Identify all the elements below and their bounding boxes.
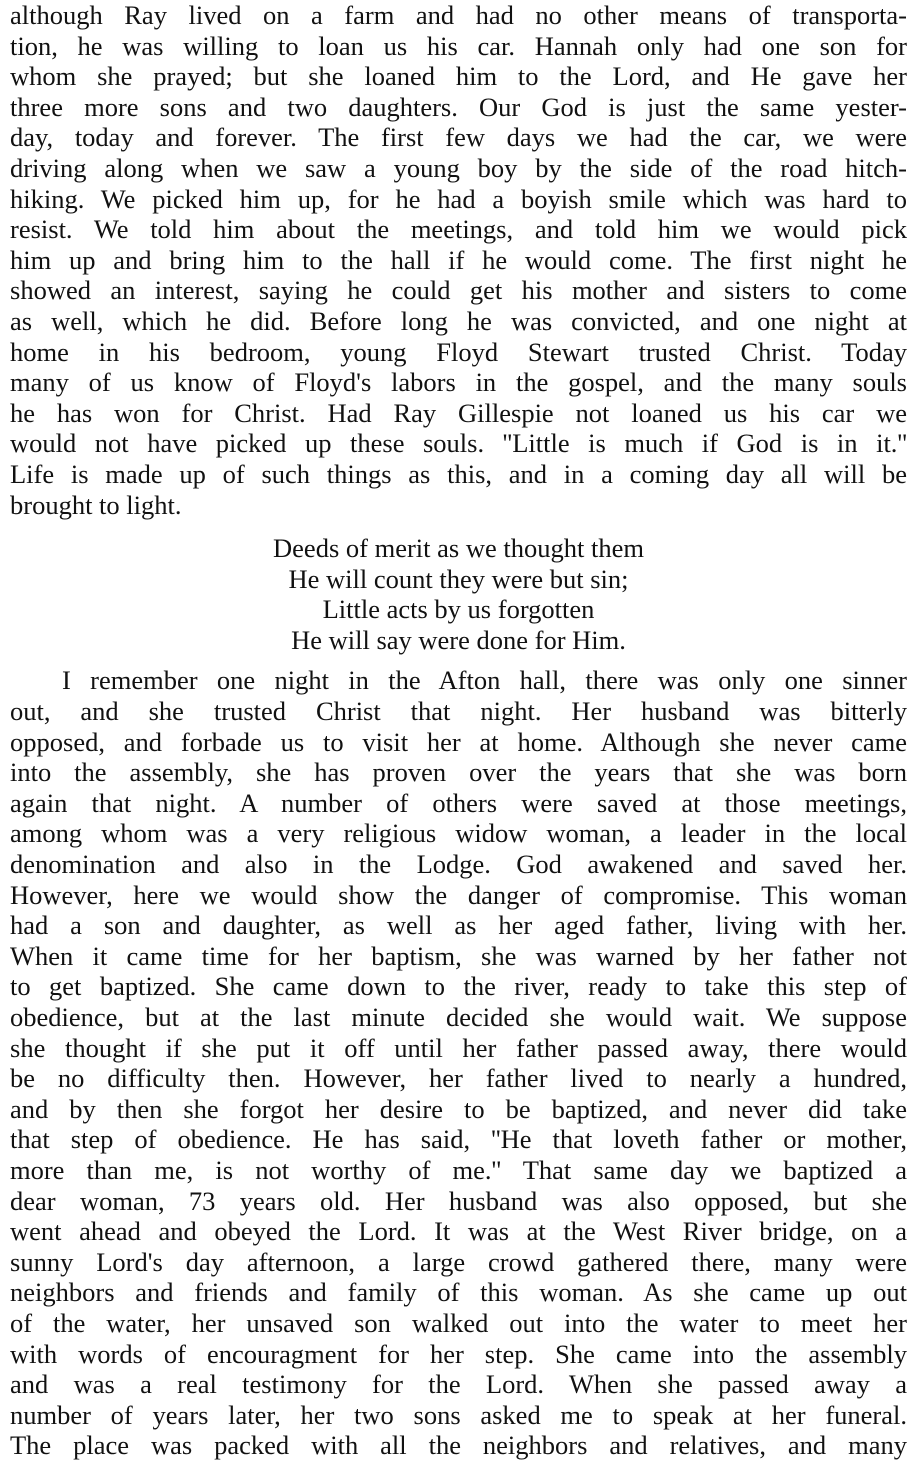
text-line: obedience, but at the last minute decided she would wait. We suppose: [10, 1002, 907, 1032]
text-line: hiking. We picked him up, for he had a boyish smile which was hard to: [10, 183, 907, 214]
text-line: again that night. A number of others were saved at those meetings,: [10, 787, 907, 818]
text-line: The place was packed with all the neighbors and relatives, and many: [10, 1430, 907, 1461]
poem-stanza: [10, 533, 907, 655]
text-line: that step of obedience. He has said, ''He that loveth father or mother,: [10, 1124, 907, 1155]
text-line: brought to light.: [10, 489, 182, 520]
text-line: When it came time for her baptism, she was warned by her father not: [10, 940, 907, 971]
text-line: had a son and daughter, as well as her aged father, living with her.: [10, 910, 907, 941]
text-line: Life is made up of such things as this, and in a coming day all will be: [10, 458, 907, 489]
poem-line: He will count they were but sin;: [288, 563, 629, 594]
text-line: out, and she trusted Christ that night. Her husband was bitterly: [10, 696, 907, 727]
text-line: opposed, and forbade us to visit her at home. Although she never came: [10, 726, 907, 757]
text-line: although Ray lived on a farm and had no other means of transporta-: [10, 0, 907, 30]
text-line: dear woman, 73 years old. Her husband was also opposed, but she: [10, 1185, 907, 1216]
text-line: number of years later, her two sons asked me to speak at her funeral.: [10, 1399, 907, 1430]
text-line: However, here we would show the danger of compromise. This woman: [10, 879, 907, 910]
text-line: be no difficulty then. However, her father lived to nearly a hundred,: [10, 1063, 907, 1094]
text-line: he has won for Christ. Had Ray Gillespie not loaned us his car we: [10, 397, 907, 428]
text-line: among whom was a very religious widow woman, a leader in the local: [10, 818, 907, 849]
text-line: neighbors and friends and family of this woman. As she came up out: [10, 1277, 907, 1308]
text-line: him up and bring him to the hall if he would come. The first night he: [10, 244, 907, 275]
poem-line: Deeds of merit as we thought them: [273, 533, 644, 564]
text-line: with words of encouragment for her step. She came into the assembly: [10, 1338, 907, 1369]
text-line: sunny Lord's day afternoon, a large crowd gathered there, many were: [10, 1246, 907, 1277]
text-line: many of us know of Floyd's labors in the gospel, and the many souls: [10, 367, 907, 398]
text-line: tion, he was willing to loan us his car. Hannah only had one son for: [10, 30, 907, 61]
text-line: would not have picked up these souls. ''Little is much if God is in it.'': [10, 428, 907, 459]
paragraph-afton-hall: [10, 665, 907, 1460]
text-line: she thought if she put it off until her father passed away, there would: [10, 1032, 907, 1063]
text-line: into the assembly, she has proven over the years that she was born: [10, 757, 907, 788]
poem-line: Little acts by us forgotten: [322, 594, 595, 625]
text-line: home in his bedroom, young Floyd Stewart trusted Christ. Today: [10, 336, 907, 367]
text-line: denomination and also in the Lodge. God awakened and saved her.: [10, 849, 907, 880]
text-line: I remember one night in the Afton hall, there was only one sinner: [62, 665, 907, 696]
paragraph-ray-gillespie: [10, 0, 907, 520]
text-line: driving along when we saw a young boy by the side of the road hitch-: [10, 152, 907, 183]
text-line: and by then she forgot her desire to be baptized, and never did take: [10, 1093, 907, 1124]
text-line: more than me, is not worthy of me.'' That same day we baptized a: [10, 1154, 907, 1185]
text-line: showed an interest, saying he could get his mother and sisters to come: [10, 275, 907, 306]
text-line: to get baptized. She came down to the river, ready to take this step of: [10, 971, 907, 1002]
text-line: resist. We told him about the meetings, and told him we would pick: [10, 214, 907, 245]
text-line: three more sons and two daughters. Our God is just the same yester-: [10, 91, 907, 122]
text-line: and was a real testimony for the Lord. When she passed away a: [10, 1369, 907, 1400]
text-line: went ahead and obeyed the Lord. It was at the West River bridge, on a: [10, 1216, 907, 1247]
poem-line: He will say were done for Him.: [291, 624, 626, 655]
text-line: day, today and forever. The first few days we had the car, we were: [10, 122, 907, 153]
text-line: as well, which he did. Before long he was convicted, and one night at: [10, 305, 907, 336]
text-line: whom she prayed; but she loaned him to the Lord, and He gave her: [10, 61, 907, 92]
text-line: of the water, her unsaved son walked out into the water to meet her: [10, 1307, 907, 1338]
